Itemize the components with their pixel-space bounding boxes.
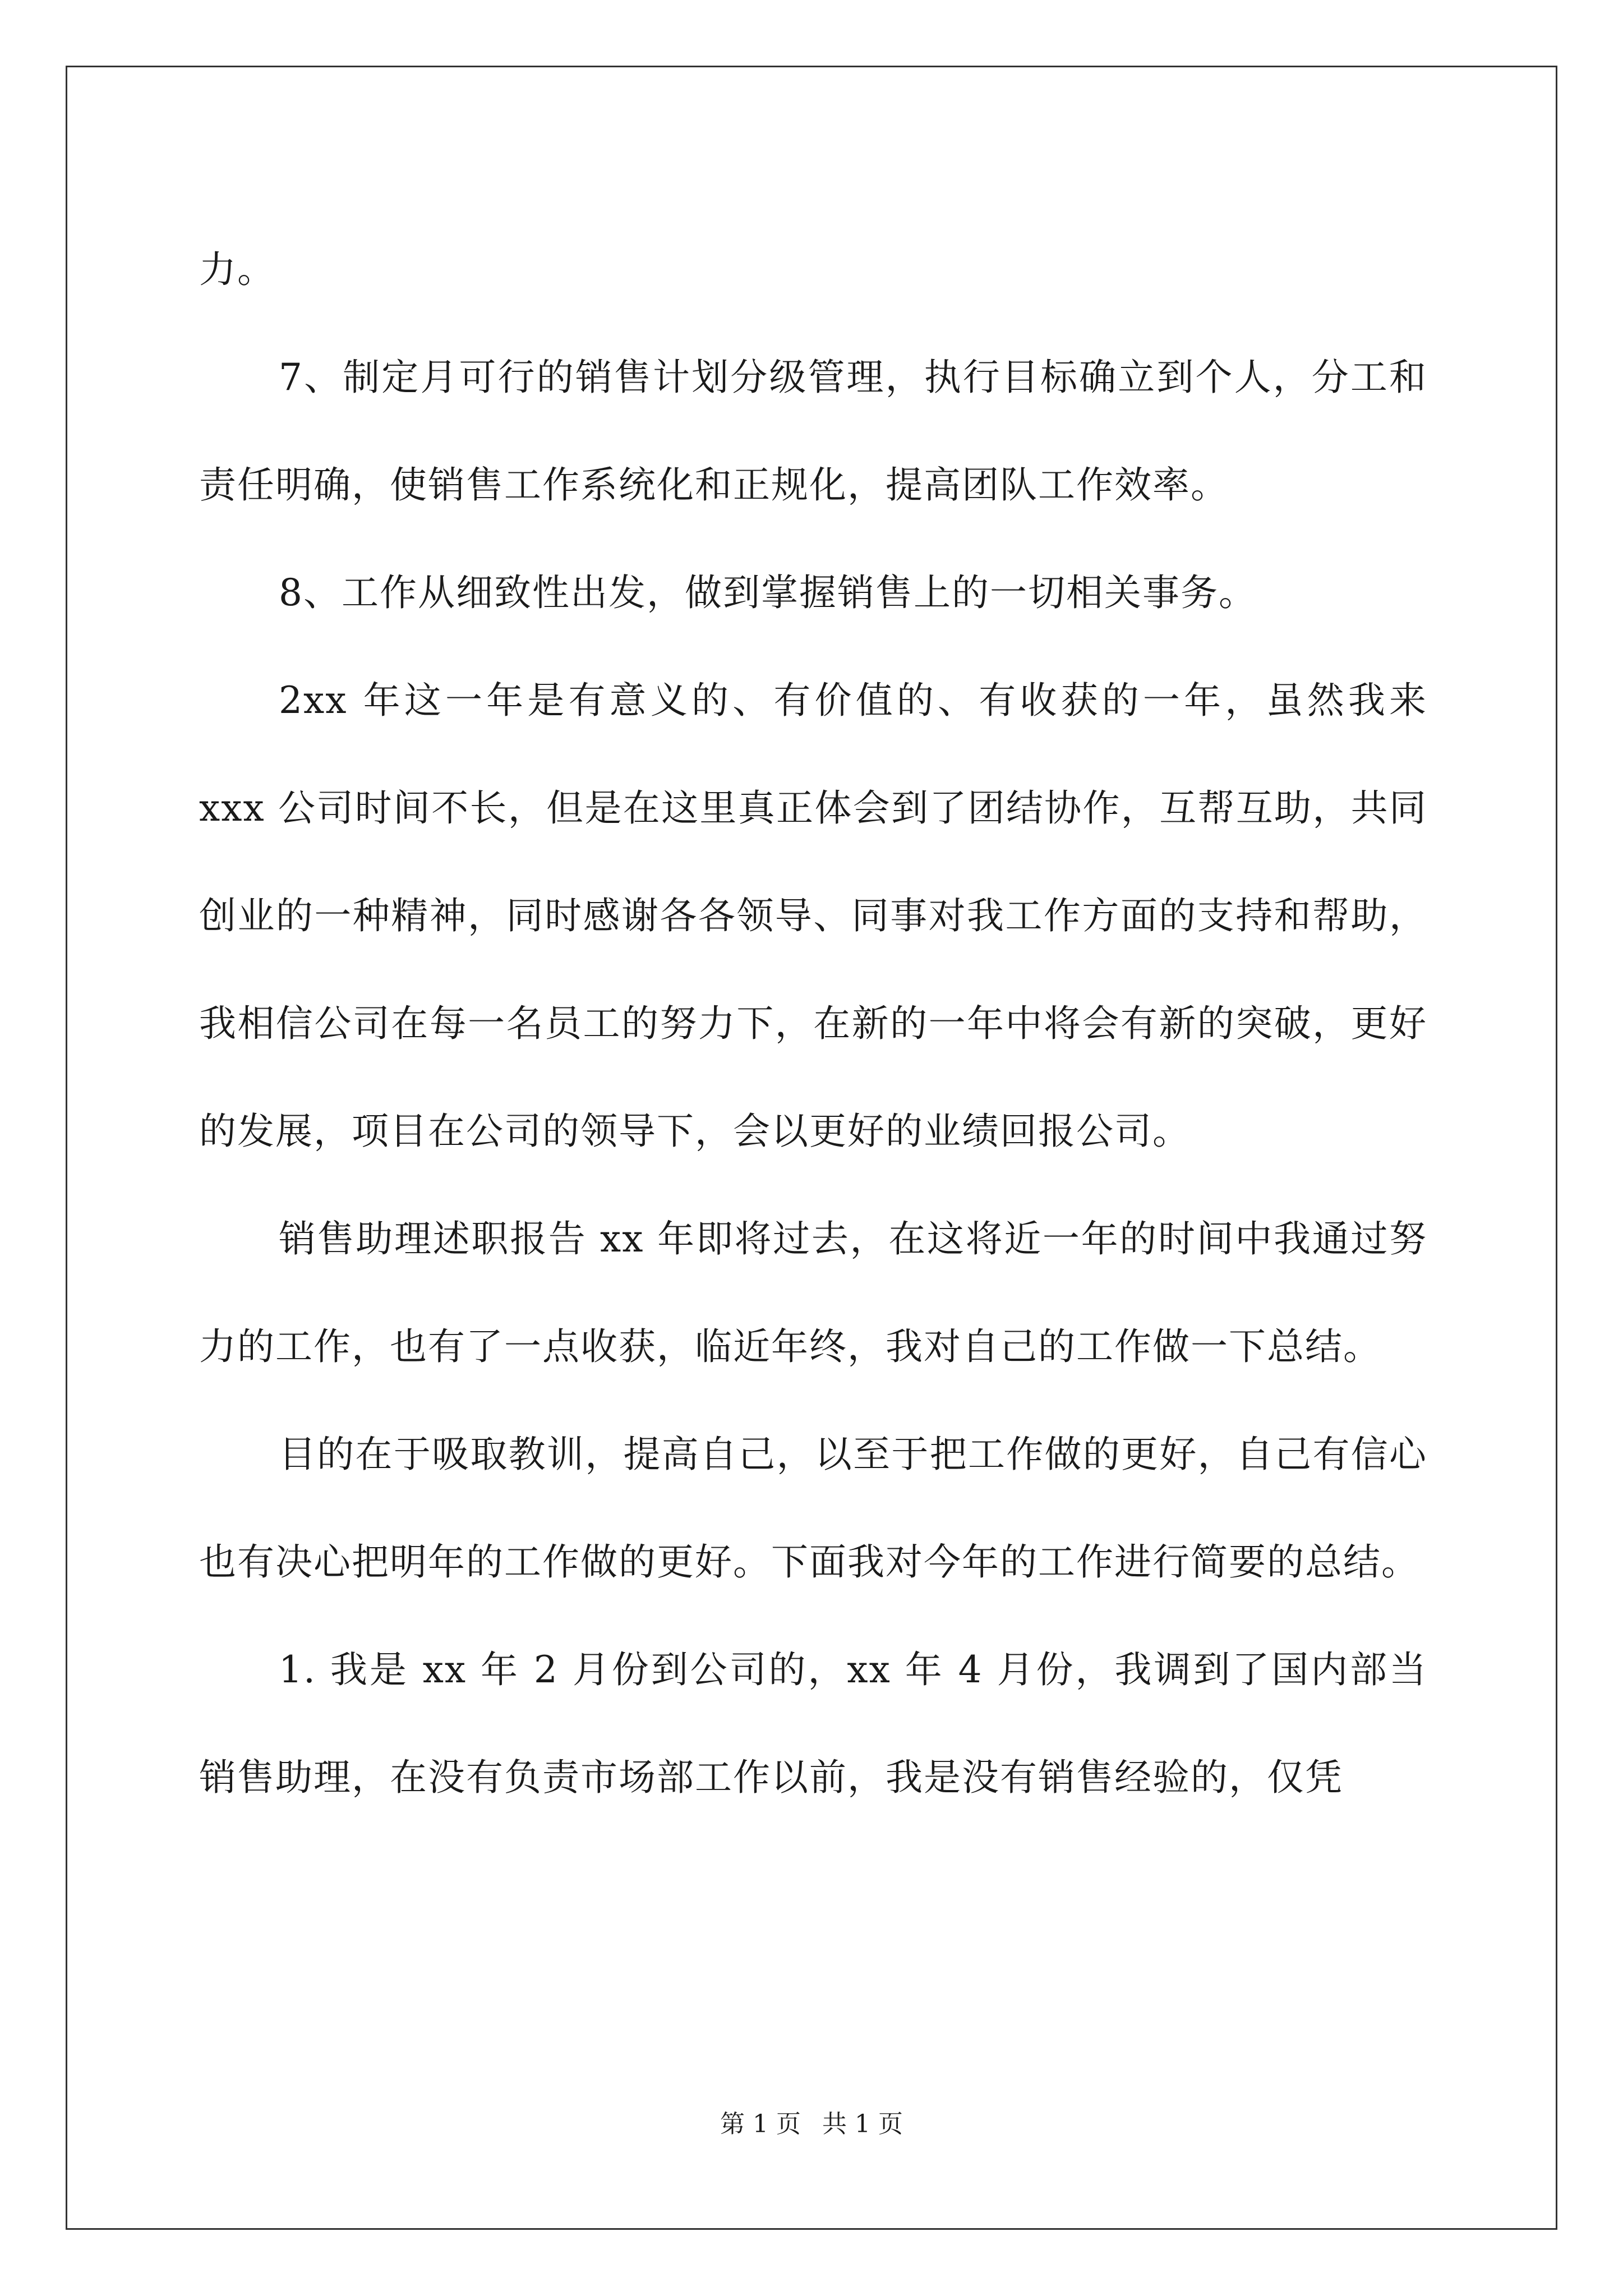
page-total: 共 1 页 <box>822 2110 903 2138</box>
document-body <box>199 216 1427 1832</box>
page-footer <box>0 2108 1623 2141</box>
paragraph-3: 8、工作从细致性出发，做到掌握销售上的一切相关事务。 <box>279 571 1257 614</box>
paragraph-4: 2xx 年这一年是有意义的、有价值的、有收获的一年，虽然我来 xxx 公司时间不长，但是在这里真正体会到了团结协作，互帮互助，共同创业的一种精神，同时感谢各各领导、同事对我工作方面的支持和帮助，我相信公司在每一名员工的努力下，在新的一年中将会有新的突破，更好的发展，项目在公司的领导下，会以更好的业绩回报公司。 <box>199 679 1427 1153</box>
paragraph-1: 力。 <box>199 248 275 291</box>
paragraph-7: 1. 我是 xx 年 2 月份到公司的，xx 年 4 月份，我调到了国内部当销售助理，在没有负责市场部工作以前，我是没有销售经验的，仅凭 <box>199 1648 1427 1799</box>
paragraph-5: 销售助理述职报告 xx 年即将过去，在这将近一年的时间中我通过努力的工作，也有了一点收获，临近年终，我对自己的工作做一下总结。 <box>199 1217 1427 1368</box>
paragraph-2: 7、制定月可行的销售计划分级管理，执行目标确立到个人，分工和责任明确，使销售工作系统化和正规化，提高团队工作效率。 <box>199 356 1427 507</box>
page-number: 第 1 页 <box>720 2110 801 2138</box>
paragraph-6: 目的在于吸取教训，提高自己，以至于把工作做的更好，自己有信心也有决心把明年的工作做的更好。下面我对今年的工作进行简要的总结。 <box>199 1433 1427 1584</box>
